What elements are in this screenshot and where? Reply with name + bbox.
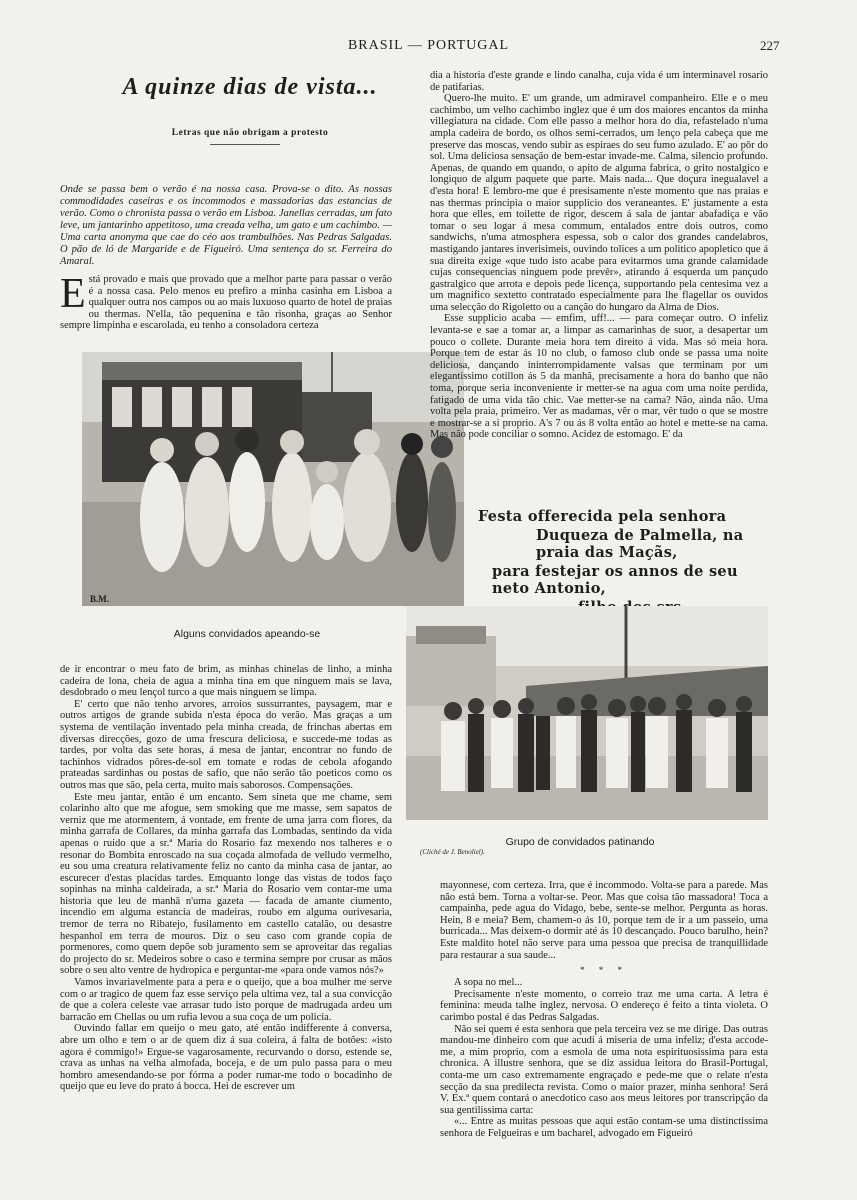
right-paragraph-7: Não sei quem é esta senhora que pela terceira vez se me dirige. Das outras mandou-me dinheiro com que acudi á miseria de uma infeliz; d'esta accode-me, a mim proprio, com a esmola de uma nota espirituosissima para esta chronica. A illustre senhora, que se diz assidua leitora do Brasil-Portugal, conta-me um caso extremamente engraçado e pede-me que o relate n'esta secção da sua predilecta revista. Como o maior prazer, minha senhora! Será V. Ex.ª quem contará o anecdotico caso aos meus leitores por transcripção da sua gentilissima carta: xyxy=(440,1023,768,1116)
right-paragraph-5: A sopa no mel... xyxy=(454,977,523,989)
page-number: 227 xyxy=(760,38,780,53)
feature-title-line-1: Festa offerecida pela senhora xyxy=(478,508,727,525)
feature-title-line-2: Duqueza de Palmella, na praia das Maçãs, xyxy=(536,527,744,561)
article-subtitle: Letras que não obrigam a protesto xyxy=(171,128,329,138)
photo-credit: (Cliché de J. Benoliel). xyxy=(420,848,485,856)
photo-guests-skating xyxy=(406,606,768,820)
magazine-header-title: BRASIL — PORTUGAL xyxy=(347,38,510,53)
right-column-top xyxy=(430,70,768,441)
photo-signature: B.M. xyxy=(90,594,109,604)
left-paragraph-4: Vamos invariavelmente para a pera e o queijo, que a boa mulher me serve com o ar tragico de quem faz esse serviço pela ultima vez, tal a sua convicção de que a colera celeste vae arrasar tudo isto porque de madrugada ardeu um barracão em Chellas ou um rufia levou a sua coça de um policia. xyxy=(60,977,392,1023)
section-separator-stars: * * * xyxy=(580,965,628,976)
feature-title-line-3: para festejar os annos de seu neto Antonio, xyxy=(492,563,738,597)
intro-paragraph xyxy=(60,271,392,332)
title-divider xyxy=(210,144,280,145)
tram-scene-image xyxy=(82,352,464,606)
left-column-continued xyxy=(60,664,392,1093)
left-paragraph-2: E' certo que não tenho arvores, arroios sussurrantes, paysagem, mar e outros artigos de grande subida n'esta época do verão. Mas graças a um systema de ventilação inventado pela minha creada, de frinchas abertas em diversas direcções, gozo de uma frescura deliciosa, e succede-me todas as tardes, por volta das sete horas, á mesa de jantar, encontrar no fundo de tachinhos vidrados pôres-de-sol em tomate e rodas de cebola afogando prateadas sardinhas ou postas de safio, que não serão tão poeticos como os outros mas que são, pela certa, muito mais saborosos. Compensações. xyxy=(60,698,392,791)
right-paragraph-1: dia a historia d'este grande e lindo canalha, cuja vida é um interminavel rosario de patifarias. xyxy=(430,70,768,93)
skating-group-image xyxy=(406,606,768,820)
right-paragraph-3: Esse supplicio acaba — emfim, uff!... — para começar outro. O infeliz levanta-se e sae a tomar ar, a limpar as camarinhas de suor, a desapertar um pouco o collete. Durante meia hora tem direito á vida. Mas só meia hora. Porque tem de estar ás 10 no club, o famoso club onde se passa uma noite deliciosa, dançando ininterrompidamente valsas que terminam por um elegantissimo cotillon ás 5 da manhã, precisamente a hora do banho que não toma, porque seria inconveniente ir metter-se na agua com uma noite perdida, fatigado de uma vida tão chic. Vae metter-se na cama? Não, ainda não. Uma volta pela praia, primeiro. Ver as madamas, vêr o mar, vêr tudo o que se mostre e mostrar-se a si proprio. A's 7 ou ás 8 volta então ao hotel e mette-se na cama. Mas não pode conciliar o somno. Acidez de estomago. E' da xyxy=(430,313,768,441)
right-paragraph-8: «... Entre as muitas pessoas que aqui estão contam-se uma distinctissima senhora de Felgueiras e um bacharel, advogado em Figueiró xyxy=(440,1116,768,1139)
photo1-caption: Alguns convidados apeando-se xyxy=(173,628,321,640)
intro-text xyxy=(60,271,392,332)
left-paragraph-3: Este meu jantar, então é um encanto. Sem sineta que me chame, sem colarinho alto que me afogue, sem smoking que me masse, sem sapatos de verniz que me atormentem, á vontade, em frente de uma jarra com flores, da minha garrafa de Collares, da minha garrafa das Lombadas, sentindo da vida apenas o ruido que a sr.ª Maria do Rosario faz mexendo nos talheres e o resonar do Bombita enroscado na sua coçada almofada de velludo vermelho, eu sou uma creatura relativamente feliz no canto da minha casa de jantar, ao escurecer d'estas placidas tardes. Emquanto longe das vistas de todos faço sopinhas na minha caldeirada, a sr.ª Maria do Rosario vem contar-me uma historia que leu de manhã n'uma gazeta — facada de amante ciumento, incendio em alguma estancia de madeiras, roubo em alguma ourivesaria, tremor de terra no Ribatejo, fusilamento em castello catalão, ou desastre hespanhol em terra de mouros. Diz o seu caso com grande copia de pormenores, como quem depõe sob juramento sem se aproveitar das regalias do projecto do sr. Medeiros sobre o caso e termina sempre por crusar as mãos sobre o seu alto ventre de hydropica e perguntar-me «para onde vamos nós?» xyxy=(60,791,392,977)
photo2-caption: Grupo de convidados patinando xyxy=(505,836,655,848)
left-paragraph-5: Ouvindo fallar em queijo o meu gato, até então indifferente á conversa, abre um olho e tem o ar de quem diz á sua coleira, á falta de botões: «isto agora é commigo!» Ergue-se vagarosamente, recurvando o dorso, estende se, crava as unhas na velha almofada, boceja, e de um pulo passa para o meu hombro amesendando-se por fórma a poder rumar-me todo o bocadinho de queijo que eu leve do prato á bocca. Hei de escrever um xyxy=(60,1023,392,1093)
drop-cap: E xyxy=(60,271,86,317)
right-column-bottom xyxy=(440,880,768,1139)
photo-guests-alighting xyxy=(82,352,464,606)
right-paragraph-2: Quero-lhe muito. E' um grande, um admiravel companheiro. Elle e o meu cachimbo, um velho cachimbo inglez que é um dos maiores encantos da minha villegiatura na cidade. Com elle passo a melhor hora do dia, refastelado n'uma ampla cadeira de bordo, os olhos semi-cerrados, um lenço pela cabeça que me preserve das moscas, vendo subir as espiraes do seu fumo azulado. E' ao pôr do sol. Uma deliciosa sensação de bem-estar invade-me. Calma, silencio profundo. Apenas, de quando em quando, o apito de alguma fabrica, o grito nostalgico e longiquo de algum paquete que parte. Mais nada... Que doçura inegualavel a d'esta hora! E lembro-me que é presisamente n'este momento que nas praias e nas thermas principia o maior supplicio dos veraneantes. E' justamente a esta hora que elles, em toilette de rigor, descem á sala de jantar abafadiça e vão tomar o seu logar á mesa commum, entalados entre dois outros, como sandwichs, n'uma atmosphera espessa, sob o calor dos grandes candelabros, mastigando jantares inverisimeis, ouvindo tolices a um politico apopletico que á sua direita exige «que tudo isto acabe para evitarmos uma grande calamidade cujas consequencias ninguem pode prevêr», atirando á esquerda um pançudo gastralgico que arrota e depois pede licença, supportando pela centesima vez a um magnifico sextetto contratado especialmente para lhe flagellar os ouvidos uma selecção do Rigoletto ou a canção do hungaro da Alma de Dios. xyxy=(430,93,768,313)
right-paragraph-4: mayonnese, com certeza. Irra, que é incommodo. Volta-se para a parede. Mas não está bem. Torna a voltar-se. Peor. Mas que coisa tão massadora! Toca a campainha, pede agua do Vidago, bebe, sente-se melhor. Pergunta as horas. Hein, 8 e meia? Bem, chamem-o ás 10, porque tem de ir a um passeio, uma burricada... Mas deixem-o dormir até ás 10 descançado. Pouco barulho, hein? Este maldito hotel não serve para uma pessoa que precisa de tranquillidade para restaurar a sua saude... xyxy=(440,880,768,961)
left-paragraph-1: de ir encontrar o meu fato de brim, as minhas chinelas de linho, a minha cadeira de lona, cheia de agua a minha tina em que ninguem mais se lava, desdobrado o meu lençol turco a que mais ninguem se limpa. xyxy=(60,664,392,699)
intro-body: stá provado e mais que provado que a melhor parte para passar o verão é a nossa casa. Pelo menos eu prefiro a minha casinha em Lisboa a qualquer outra nos campos ou ao mais luxuoso quarto de hotel de praias ou thermas. N'ella, tão pequenina e tão risonha, graças ao Senhor sempre limpinha e escarolada, eu tenho a consoladora certeza xyxy=(60,274,392,332)
article-summary: Onde se passa bem o verão é na nossa casa. Prova-se o dito. As nossas commodidades caseiras e os incommodos e massadorias das estancias de verão. Como o chronista passa o verão em Lisboa. Janellas cerradas, um fato leve, um jantarinho appetitoso, uma creada velha, um gato e um cachimbo. — Uma carta anonyma que cae do céo aos trambulhões. Nas Pedras Salgadas. O pão de ló de Margaride e de Figueiró. Uma sentença do sr. Ferreira do Amaral. xyxy=(60,184,392,267)
right-paragraph-6: Precisamente n'este momento, o correio traz me uma carta. A letra é feminina: meuda talhe inglez, nervosa. O endereço é feito a tinta violeta. O carimbo postal é das Pedras Salgadas. xyxy=(440,988,768,1023)
article-title: A quinze dias de vista... xyxy=(122,74,378,100)
